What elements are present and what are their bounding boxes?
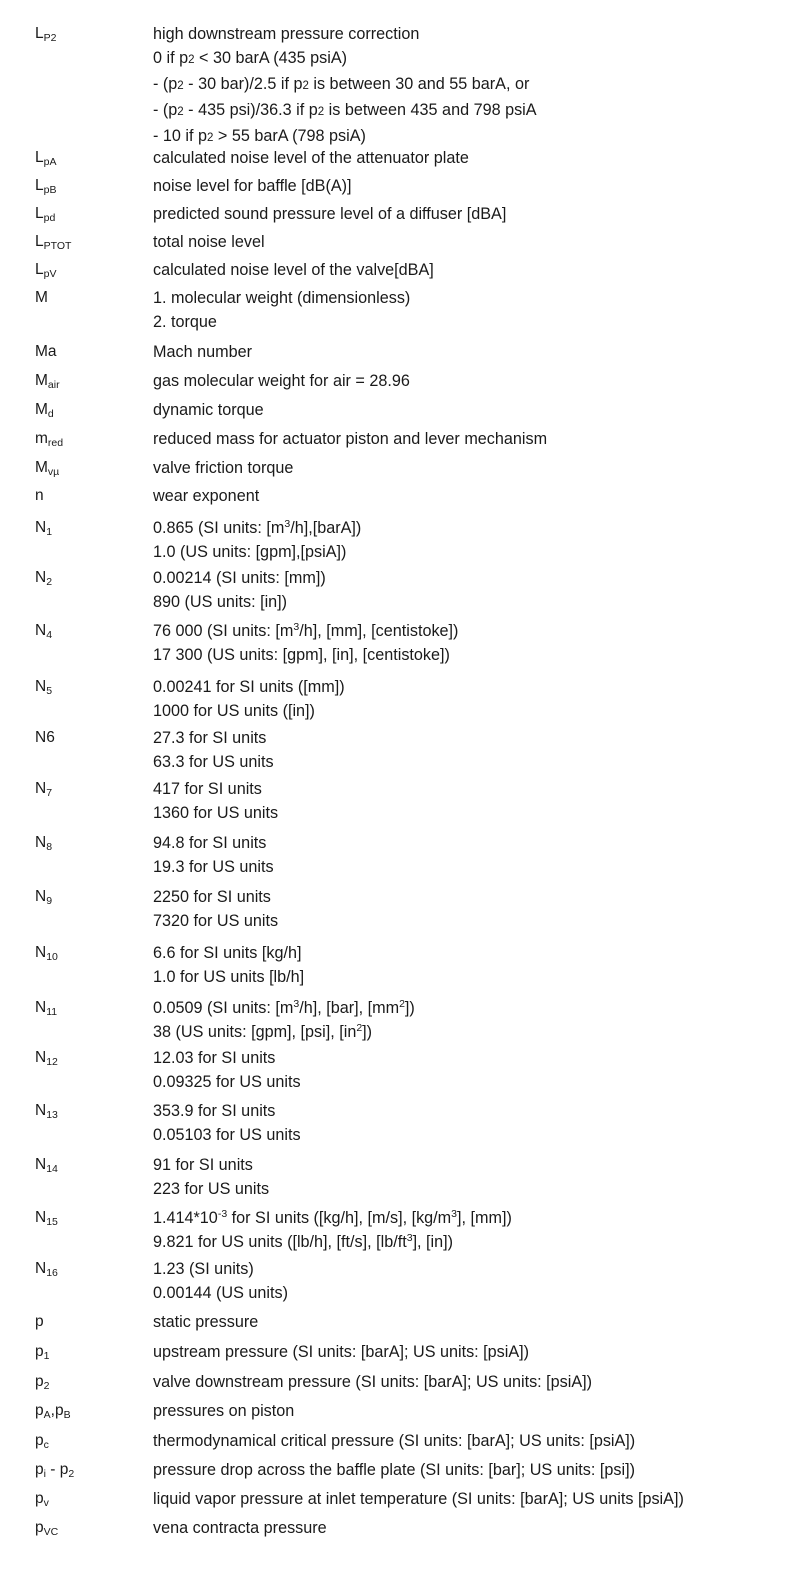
symbol-text: N [35,999,47,1016]
text-run: 2 [177,106,184,118]
definition-line [153,484,793,508]
symbol-text: N [35,1209,47,1226]
text-run: /h],[barA]) [290,519,362,537]
text-run: 63.3 for US units [153,753,274,771]
entry-definition [153,1099,793,1147]
subscript: 8 [46,841,53,853]
text-run: 1.0 (US units: [gpm],[psiA]) [153,543,347,561]
text-run: 27.3 for SI units [153,729,267,747]
entry-symbol [35,398,54,422]
text-run: - 435 psi)/36.3 if p [183,101,318,119]
subscript: i [43,1468,46,1480]
symbol-text: m [35,430,48,447]
definition-line [153,1177,793,1201]
text-run: - (p [153,75,178,93]
definition-line [153,46,793,72]
definition-line [153,1281,793,1305]
text-run: ], [in]) [412,1233,454,1251]
subscript: 13 [46,1109,58,1121]
entry-symbol [35,619,52,643]
symbol-text: ,p [50,1402,64,1419]
symbol-text: N [35,1102,47,1119]
text-run: 1.0 for US units [lb/h] [153,968,305,986]
text-run: 2 [188,54,195,66]
symbol-text: N [35,944,47,961]
text-run: vena contracta pressure [153,1519,327,1537]
entry-symbol [35,1310,44,1334]
entry-symbol [35,258,56,282]
text-run: 2 [317,106,325,118]
symbol-text: M [35,401,48,418]
text-run: 1.23 (SI units) [153,1260,254,1278]
definition-line [153,1340,793,1364]
superscript: 3 [293,621,300,633]
text-run: for SI units ([kg/h], [m/s], [kg/m [227,1209,452,1227]
definition-line [153,369,793,393]
text-run: 1. molecular weight (dimensionless) [153,289,411,307]
text-run: noise level for baffle [dB(A)] [153,177,352,195]
text-run: gas molecular weight for air = 28.96 [153,372,410,390]
text-run: pressures on piston [153,1402,295,1420]
entry-symbol [35,1153,58,1177]
definition-line [153,230,793,254]
symbol-text: - p [45,1461,69,1478]
entry-definition [153,516,793,564]
text-run: calculated noise level of the attenuator plate [153,149,469,167]
subscript: 2 [43,1380,50,1392]
subscript: 15 [46,1216,58,1228]
subscript: c [43,1439,49,1451]
definition-line [153,1046,793,1070]
subscript: 16 [46,1267,58,1279]
symbol-text: p [35,1461,44,1478]
symbol-text: p [35,1313,44,1330]
text-run: 1360 for US units [153,804,279,822]
definition-line [153,996,793,1020]
definition-line [153,22,793,46]
entry-symbol [35,484,44,508]
symbol-text: L [35,25,44,42]
entry-definition [153,1370,793,1394]
definition-line [153,258,793,282]
definition-line [153,1487,793,1511]
subscript: 2 [68,1468,75,1480]
text-run: 417 for SI units [153,780,262,798]
entry-definition [153,230,793,254]
entry-definition [153,831,793,879]
definition-line [153,456,793,480]
text-run: 2 [302,80,309,92]
subscript: VC [43,1526,59,1538]
definition-line [153,801,793,825]
entry-symbol [35,340,57,364]
definition-line [153,286,793,310]
definition-line [153,965,793,989]
text-run: 0.05103 for US units [153,1126,301,1144]
subscript: 2 [46,576,53,588]
subscript: d [47,408,54,420]
symbol-text: n [35,487,44,504]
symbol-text: N [35,1156,47,1173]
symbol-text: N [35,519,47,536]
entry-definition [153,146,793,170]
text-run: 17 300 (US units: [gpm], [in], [centistoke]) [153,646,450,664]
superscript: 3 [451,1208,458,1220]
definition-line [153,831,793,855]
definition-line [153,98,793,124]
definition-line [153,1310,793,1334]
text-run: 0.00144 (US units) [153,1284,288,1302]
text-run: 91 for SI units [153,1156,253,1174]
subscript: 14 [46,1163,58,1175]
definition-line [153,566,793,590]
entry-definition [153,777,793,825]
subscript: air [47,379,60,391]
symbol-text: p [35,1373,44,1390]
text-run: wear exponent [153,487,260,505]
text-run: 38 (US units: [gpm], [psi], [in [153,1023,357,1041]
text-run: Mach number [153,343,252,361]
text-run: ]) [404,999,415,1017]
text-run: 19.3 for US units [153,858,274,876]
text-run: 1.414*10 [153,1209,218,1227]
definition-line [153,675,793,699]
text-run: upstream pressure (SI units: [barA]; US units: [psiA]) [153,1343,530,1361]
symbol-text: M [35,459,48,476]
definition-line [153,398,793,422]
entry-symbol [35,566,52,590]
text-run: < 30 barA (435 psiA) [194,49,348,67]
definition-line [153,855,793,879]
entry-symbol [35,1516,58,1540]
text-run: 353.9 for SI units [153,1102,276,1120]
text-run: 9.821 for US units ([lb/h], [ft/s], [lb/ft [153,1233,407,1251]
entry-definition [153,484,793,508]
entry-definition [153,1257,793,1305]
entry-symbol [35,22,56,46]
definition-line [153,590,793,614]
entry-symbol [35,1206,58,1230]
text-run: liquid vapor pressure at inlet temperature (SI units: [barA]; US units [psiA]) [153,1490,684,1508]
text-run: 890 (US units: [in]) [153,593,288,611]
text-run: ], [mm]) [457,1209,512,1227]
superscript: 3 [406,1232,413,1244]
definition-line [153,1370,793,1394]
definition-line [153,516,793,540]
entry-definition [153,885,793,933]
entry-symbol [35,286,48,310]
definition-line [153,1458,793,1482]
entry-symbol [35,1458,74,1482]
text-run: /h], [bar], [mm [299,999,400,1017]
definition-line [153,310,793,334]
definition-line [153,643,793,667]
text-run: 1000 for US units ([in]) [153,702,315,720]
definition-line [153,1020,793,1044]
definition-line [153,1399,793,1423]
entry-definition [153,1429,793,1453]
superscript: 2 [399,998,405,1010]
entry-definition [153,1153,793,1201]
text-run: 0.0509 (SI units: [m [153,999,294,1017]
text-run: valve downstream pressure (SI units: [barA]; US units: [psiA]) [153,1373,593,1391]
symbol-text: N [35,569,47,586]
entry-definition [153,398,793,422]
entry-definition [153,1516,793,1540]
subscript: 7 [46,787,53,799]
entry-symbol [35,831,52,855]
text-run: is between 30 and 55 barA, or [308,75,530,93]
text-run: 223 for US units [153,1180,270,1198]
definition-line [153,1099,793,1123]
symbol-text: L [35,261,44,278]
entry-definition [153,369,793,393]
text-run: 0.00214 (SI units: [mm]) [153,569,326,587]
definition-line [153,202,793,226]
subscript: 1 [43,1350,50,1362]
subscript: PTOT [43,240,72,252]
entry-definition [153,619,793,667]
text-run: 2 [177,80,184,92]
entry-definition [153,566,793,614]
entry-symbol [35,1257,58,1281]
entry-symbol [35,1487,49,1511]
text-run: /h], [mm], [centistoke]) [299,622,459,640]
text-run: 7320 for US units [153,912,279,930]
entry-symbol [35,1399,71,1423]
subscript: pA [43,156,57,168]
definition-line [153,941,793,965]
entry-definition [153,22,793,150]
symbol-text: N [35,678,47,695]
subscript: red [47,437,64,449]
entry-symbol [35,427,63,451]
symbol-text: p [35,1519,44,1536]
definition-line [153,750,793,774]
text-run: 0 if p [153,49,189,67]
subscript: 5 [46,685,53,697]
text-run: 0.865 (SI units: [m [153,519,285,537]
text-run: high downstream pressure correction [153,25,420,43]
subscript: B [63,1409,71,1421]
definition-line [153,619,793,643]
text-run: 2250 for SI units [153,888,271,906]
entry-definition [153,1399,793,1423]
symbol-text: p [35,1343,44,1360]
superscript: 3 [284,518,291,530]
text-run: valve friction torque [153,459,294,477]
symbol-text: L [35,149,44,166]
text-run: reduced mass for actuator piston and lever mechanism [153,430,548,448]
symbol-text: N [35,1260,47,1277]
subscript: v [43,1497,49,1509]
entry-symbol [35,516,52,540]
entry-symbol [35,996,57,1020]
text-run: thermodynamical critical pressure (SI units: [barA]; US units: [psiA]) [153,1432,636,1450]
definition-line [153,777,793,801]
symbol-text: L [35,233,44,250]
entry-symbol [35,1099,58,1123]
definition-line [153,72,793,98]
definition-line [153,726,793,750]
entry-symbol [35,230,71,254]
symbol-text: p [35,1490,44,1507]
definition-line [153,885,793,909]
definition-line [153,340,793,364]
subscript: 1 [46,526,53,538]
entry-symbol [35,726,55,750]
entry-symbol [35,174,56,198]
superscript: -3 [217,1208,228,1220]
subscript: 10 [46,951,58,963]
entry-symbol [35,369,60,393]
entry-symbol [35,941,58,965]
entry-symbol [35,1046,58,1070]
definition-line [153,1230,793,1254]
entry-symbol [35,202,55,226]
entry-symbol [35,1370,49,1394]
subscript: pV [43,268,57,280]
text-run: 0.09325 for US units [153,1073,301,1091]
entry-definition [153,1206,793,1254]
text-run: 0.00241 for SI units ([mm]) [153,678,345,696]
entry-definition [153,726,793,774]
text-run: 76 000 (SI units: [m [153,622,294,640]
subscript: P2 [43,32,57,44]
definition-line [153,1429,793,1453]
text-run: 94.8 for SI units [153,834,267,852]
definition-line [153,174,793,198]
symbol-text: N6 [35,729,55,746]
symbol-text: L [35,205,44,222]
entry-symbol [35,456,59,480]
text-run: 2 [207,132,214,144]
definition-line [153,909,793,933]
definition-line [153,1123,793,1147]
symbol-text: p [35,1402,44,1419]
text-run: pressure drop across the baffle plate (SI units: [bar]; US units: [psi]) [153,1461,635,1479]
entry-definition [153,1340,793,1364]
definition-line [153,1516,793,1540]
entry-definition [153,456,793,480]
definition-line [153,1206,793,1230]
entry-symbol [35,885,52,909]
text-run: 2. torque [153,313,217,331]
symbol-text: N [35,834,47,851]
text-run: total noise level [153,233,265,251]
entry-definition [153,996,793,1044]
symbol-text: N [35,780,47,797]
definition-line [153,1153,793,1177]
entry-definition [153,174,793,198]
symbol-text: M [35,289,48,306]
text-run: - 10 if p [153,127,207,145]
superscript: 2 [356,1022,363,1034]
symbol-text: p [35,1432,44,1449]
entry-definition [153,202,793,226]
symbol-text: M [35,372,48,389]
text-run: 6.6 for SI units [kg/h] [153,944,302,962]
symbol-text: Ma [35,343,57,360]
symbol-text: N [35,1049,47,1066]
entry-definition [153,340,793,364]
entry-definition [153,427,793,451]
text-run: > 55 barA (798 psiA) [213,127,366,145]
definition-line [153,427,793,451]
superscript: 3 [293,998,300,1010]
text-run: predicted sound pressure level of a diffuser [dBA] [153,205,507,223]
subscript: pB [43,184,57,196]
subscript: A [43,1409,51,1421]
subscript: vµ [47,466,60,478]
text-run: dynamic torque [153,401,264,419]
definition-line [153,146,793,170]
symbol-text: L [35,177,44,194]
subscript: 9 [46,895,53,907]
entry-symbol [35,675,52,699]
definition-line [153,699,793,723]
entry-symbol [35,1340,49,1364]
text-run: - (p [153,101,178,119]
entry-definition [153,286,793,334]
entry-symbol [35,1429,49,1453]
text-run: static pressure [153,1313,259,1331]
subscript: 4 [46,629,53,641]
text-run: ]) [362,1023,373,1041]
definition-line [153,1070,793,1094]
subscript: 11 [46,1006,58,1018]
entry-definition [153,258,793,282]
symbol-text: N [35,888,47,905]
definition-line [153,540,793,564]
entry-definition [153,1310,793,1334]
subscript: pd [43,212,56,224]
subscript: 12 [46,1056,58,1068]
entry-definition [153,1458,793,1482]
entry-symbol [35,146,56,170]
entry-symbol [35,777,52,801]
entry-definition [153,1046,793,1094]
entry-definition [153,1487,793,1511]
entry-definition [153,941,793,989]
symbol-text: N [35,622,47,639]
text-run: calculated noise level of the valve[dBA] [153,261,434,279]
text-run: is between 435 and 798 psiA [324,101,537,119]
entry-definition [153,675,793,723]
definition-line [153,1257,793,1281]
text-run: 12.03 for SI units [153,1049,276,1067]
text-run: - 30 bar)/2.5 if p [183,75,303,93]
